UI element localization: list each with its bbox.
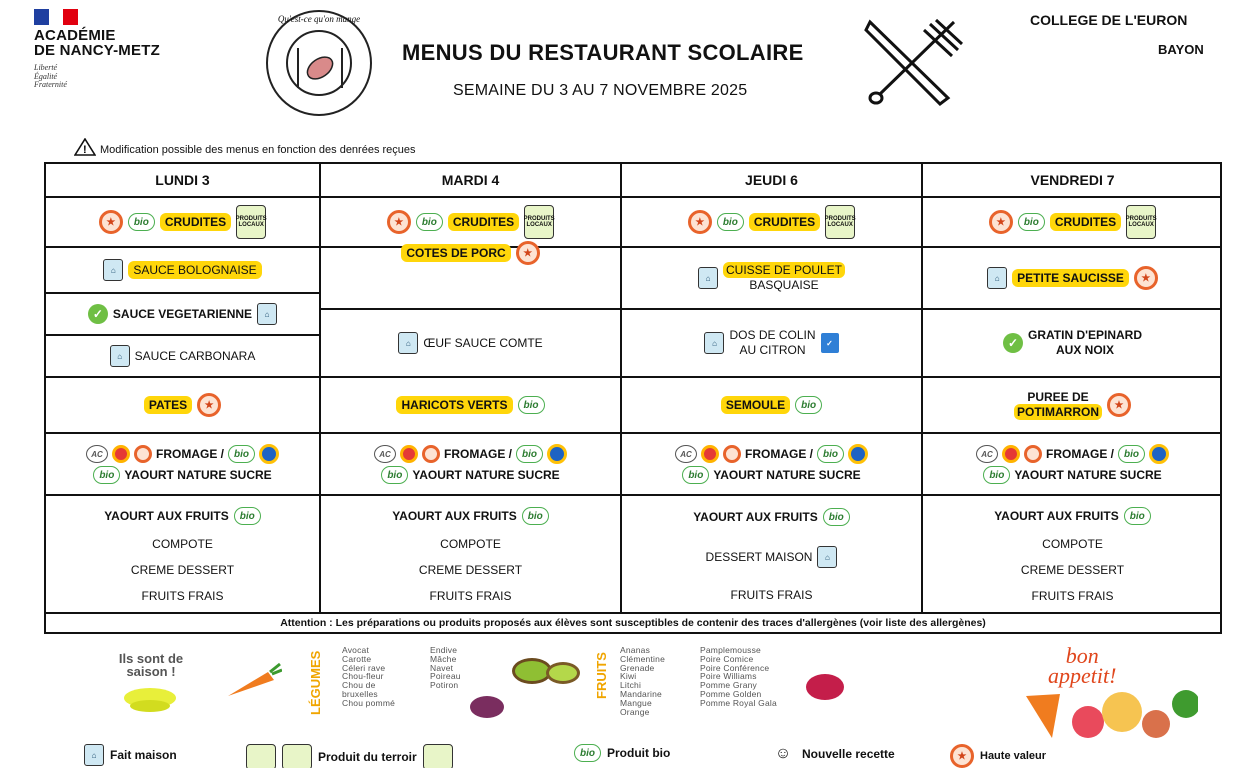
aop-label-icon	[400, 445, 418, 463]
turnip-icon	[470, 696, 504, 718]
warning-notice: ! Modification possible des menus en fonction des denrées reçues	[74, 138, 416, 156]
bio-label-icon: bio	[518, 396, 545, 414]
main-cell: COTES DE PORC ★	[321, 198, 620, 310]
local-products-icon	[246, 744, 276, 768]
bio-label-icon: bio	[682, 466, 709, 484]
menu-table	[44, 162, 1222, 634]
bio-label-icon: bio	[228, 445, 255, 463]
igp-label-icon	[547, 444, 567, 464]
bio-label-icon: bio	[128, 213, 155, 231]
local-products-icon: PRODUITS LOCAUX	[825, 205, 855, 239]
bio-label-icon: bio	[795, 396, 822, 414]
kiwi-icon	[546, 662, 580, 684]
bon-appetit-text: bon appetit!	[1048, 643, 1117, 688]
allergen-note: Attention : Les préparations ou produits proposés aux élèves sont susceptibles de contenir des traces d'allergènes (voir liste des allergènes)	[46, 612, 1220, 632]
starter-cell: ★ bio CRUDITES PRODUITS LOCAUX	[46, 198, 319, 248]
high-value-icon: ★	[950, 744, 974, 768]
starter-cell: ★ bio CRUDITES PRODUITS LOCAUX	[622, 198, 921, 248]
french-flag-icon	[34, 9, 78, 25]
high-value-icon	[1024, 445, 1042, 463]
high-value-icon: ★	[688, 210, 712, 234]
local-products-icon	[423, 744, 453, 768]
legumes-list-col1: Avocat Carotte Céleri rave Chou-fleur Chou de bruxelles Chou pommé	[342, 645, 396, 708]
dessert-cell: YAOURT AUX FRUITS bio COMPOTE CREME DESSERT FRUITS FRAIS	[46, 496, 319, 614]
academy-name: ACADÉMIE DE NANCY-METZ	[34, 27, 160, 59]
bio-label-icon: bio	[381, 466, 408, 484]
local-products-icon: PRODUITS LOCAUX	[1126, 205, 1156, 239]
dairy-cell: AC FROMAGE / bio bio YAOURT NATURE SUCRE	[321, 434, 620, 496]
high-value-icon: ★	[1107, 393, 1131, 417]
homemade-icon: ⌂	[110, 345, 130, 367]
legend-bio: bio Produit bio	[574, 744, 670, 762]
vegetable-characters-icon	[1022, 686, 1198, 742]
homemade-icon: ⌂	[987, 267, 1007, 289]
aop-label-icon	[112, 445, 130, 463]
high-value-icon: ★	[387, 210, 411, 234]
alt-main-cell: ✓ GRATIN D'EPINARD AUX NOIX	[923, 310, 1222, 378]
chef-icon: ☺	[774, 745, 792, 762]
dessert-cell: YAOURT AUX FRUITS bio COMPOTE CREME DESSERT FRUITS FRAIS	[321, 496, 620, 614]
homemade-icon: ⌂	[103, 259, 123, 281]
high-value-icon: ★	[516, 241, 540, 265]
high-value-icon: ★	[99, 210, 123, 234]
high-value-icon	[723, 445, 741, 463]
college-name: COLLEGE DE L'EURON	[1030, 12, 1188, 28]
legend-haute-valeur: ★ Haute valeur	[950, 744, 1046, 768]
day-header: VENDREDI 7	[923, 164, 1222, 198]
town-name: BAYON	[1158, 42, 1204, 57]
bio-label-icon: bio	[516, 445, 543, 463]
page-title: MENUS DU RESTAURANT SCOLAIRE	[402, 40, 804, 65]
high-value-icon	[422, 445, 440, 463]
aop-label-icon	[1002, 445, 1020, 463]
homemade-icon: ⌂	[817, 546, 837, 568]
igp-label-icon	[259, 444, 279, 464]
local-products-icon: PRODUITS LOCAUX	[524, 205, 554, 239]
bio-label-icon: bio	[983, 466, 1010, 484]
starter-cell: ★ bio CRUDITES PRODUITS LOCAUX	[321, 198, 620, 248]
svg-text:!: !	[83, 144, 87, 156]
republic-motto: Liberté Égalité Fraternité	[34, 63, 67, 89]
legend-nouvelle-recette: ☺ Nouvelle recette	[770, 744, 895, 764]
aoc-label-icon: AC	[374, 445, 396, 463]
day-header: LUNDI 3	[46, 164, 319, 198]
homemade-icon: ⌂	[704, 332, 724, 354]
page-header	[0, 0, 1235, 156]
bio-label-icon: bio	[717, 213, 744, 231]
bio-label-icon: bio	[823, 508, 850, 526]
local-products-icon	[282, 744, 312, 768]
main-cell: ⌂ CUISSE DE POULET BASQUAISE	[622, 248, 921, 310]
plate-cutlery-icon	[290, 42, 350, 92]
bio-label-icon: bio	[817, 445, 844, 463]
day-column-lundi	[46, 164, 319, 614]
high-value-icon: ★	[1134, 266, 1158, 290]
bio-label-icon: bio	[1124, 507, 1151, 525]
legend-terroir: Produit du terroir	[246, 744, 453, 768]
dairy-cell: AC FROMAGE / bio bio YAOURT NATURE SUCRE	[46, 434, 319, 496]
igp-label-icon	[848, 444, 868, 464]
bio-label-icon: bio	[1118, 445, 1145, 463]
day-column-vendredi	[921, 164, 1222, 614]
starter-cell: ★ bio CRUDITES PRODUITS LOCAUX	[923, 198, 1222, 248]
igp-label-icon	[1149, 444, 1169, 464]
warning-triangle-icon	[74, 138, 96, 156]
knife-fork-icon	[860, 14, 964, 106]
day-header: JEUDI 6	[622, 164, 921, 198]
homemade-icon: ⌂	[257, 303, 277, 325]
vegetarian-cell: ✓ SAUCE VEGETARIENNE ⌂	[46, 294, 319, 336]
legend-fait-maison: ⌂ Fait maison	[84, 744, 177, 766]
bio-label-icon: bio	[93, 466, 120, 484]
main-cell: ⌂ SAUCE BOLOGNAISE	[46, 248, 319, 294]
alt-main-cell: ⌂ DOS DE COLIN AU CITRON ✓	[622, 310, 921, 378]
alt-main-cell: ⌂ ŒUF SAUCE COMTE	[321, 310, 620, 378]
homemade-icon: ⌂	[698, 267, 718, 289]
fruits-label: FRUITS	[594, 652, 609, 700]
fruits-list-col2: Pamplemousse Poire Comice Poire Conférence Poire Williams Pomme Grany Pomme Golden Pomme Royal Gala	[700, 645, 777, 708]
fruits-list-col1: Ananas Clémentine Grenade Kiwi Litchi Mandarine Mangue Orange	[620, 645, 665, 717]
day-header: MARDI 4	[321, 164, 620, 198]
legumes-label: LÉGUMES	[308, 650, 323, 716]
pomegranate-icon	[806, 674, 844, 700]
homemade-icon: ⌂	[84, 744, 104, 766]
side-cell: PATES ★	[46, 378, 319, 434]
high-value-icon	[134, 445, 152, 463]
legumes-list-col2: Endive Mâche Navet Poireau Potiron	[430, 645, 461, 691]
dairy-cell: AC FROMAGE / bio bio YAOURT NATURE SUCRE	[622, 434, 921, 496]
week-subtitle: SEMAINE DU 3 AU 7 NOVEMBRE 2025	[453, 82, 748, 99]
high-value-icon: ★	[989, 210, 1013, 234]
aoc-label-icon: AC	[976, 445, 998, 463]
season-heading: Ils sont de saison !	[118, 651, 184, 679]
vegetarian-icon: ✓	[1003, 333, 1023, 353]
plate-logo-text: Qu'est-ce qu'on mange	[277, 14, 361, 24]
carrot-icon	[222, 662, 282, 702]
side-cell: SEMOULE bio	[622, 378, 921, 434]
vegetarian-icon: ✓	[88, 304, 108, 324]
main-cell: ⌂ PETITE SAUCISSE ★	[923, 248, 1222, 310]
day-column-mardi	[319, 164, 620, 614]
bio-label-icon: bio	[522, 507, 549, 525]
salad-bowl-icon	[120, 684, 180, 714]
high-value-icon: ★	[197, 393, 221, 417]
side-cell: HARICOTS VERTS bio	[321, 378, 620, 434]
dessert-cell: YAOURT AUX FRUITS bio COMPOTE CREME DESSERT FRUITS FRAIS	[923, 496, 1222, 614]
local-products-icon: PRODUITS LOCAUX	[236, 205, 266, 239]
aoc-label-icon: AC	[86, 445, 108, 463]
day-column-jeudi	[620, 164, 921, 614]
alt-main-cell: ⌂ SAUCE CARBONARA	[46, 336, 319, 378]
dairy-cell: AC FROMAGE / bio bio YAOURT NATURE SUCRE	[923, 434, 1222, 496]
dessert-cell: YAOURT AUX FRUITS bio DESSERT MAISON ⌂ FRUITS FRAIS	[622, 496, 921, 614]
bio-label-icon: bio	[574, 744, 601, 762]
bio-label-icon: bio	[234, 507, 261, 525]
side-cell: PUREE DE POTIMARRON ★	[923, 378, 1222, 434]
aop-label-icon	[701, 445, 719, 463]
bio-label-icon: bio	[416, 213, 443, 231]
msc-label-icon: ✓	[821, 333, 839, 353]
homemade-icon: ⌂	[398, 332, 418, 354]
aoc-label-icon: AC	[675, 445, 697, 463]
bio-label-icon: bio	[1018, 213, 1045, 231]
